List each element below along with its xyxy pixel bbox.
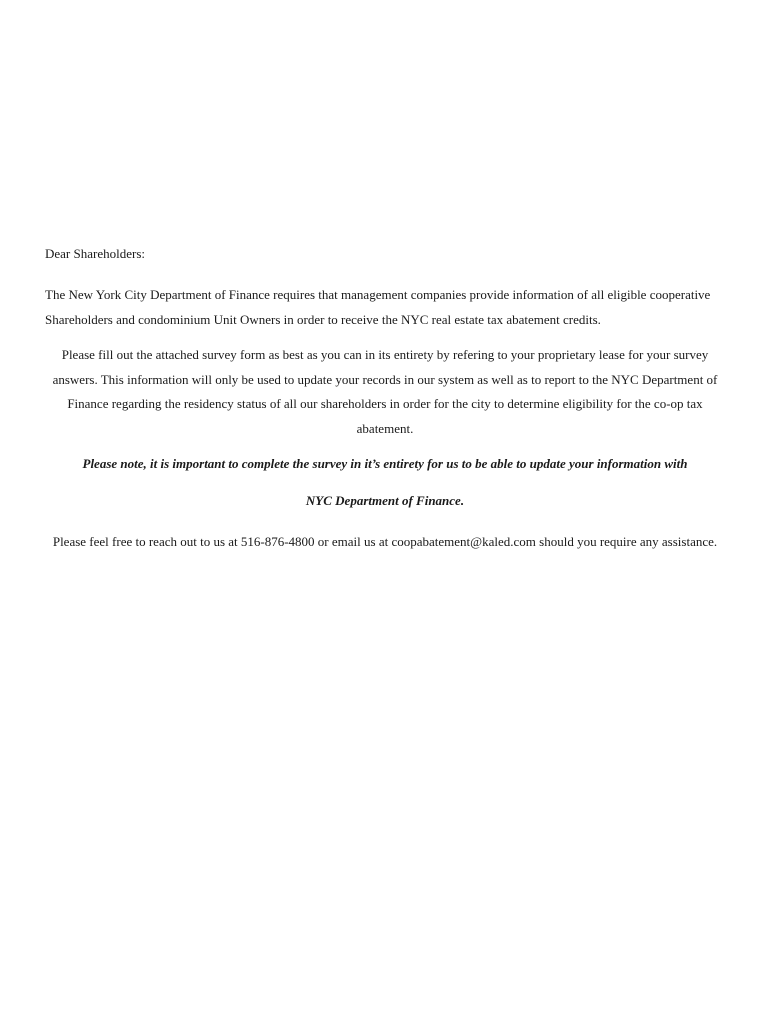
important-note-continued: NYC Department of Finance. [305,493,465,508]
instructions-paragraph: Please fill out the attached survey form as best as you can in its entirety by refering to your proprietary lease for your survey answers. This information will only be used to update your records in our system as well as to report to the NYC Department of Finance regarding the residency status of all our shareholders in order for the city to determine eligibility for the co-op tax abatement. [52,347,718,436]
salutation: Dear Shareholders: [45,246,145,261]
contact-paragraph: Please feel free to reach out to us at 516-876-4800 or email us at coopabatement@kaled.com should you require any assistance. [52,534,718,549]
important-note: Please note, it is important to complete the survey in it’s entirety for us to be able to update your information with [82,456,688,471]
intro-paragraph: The New York City Department of Finance requires that management companies provide information of all eligible cooperative Shareholders and condominium Unit Owners in order to receive the NYC real estate tax abatement credits. [45,287,711,327]
